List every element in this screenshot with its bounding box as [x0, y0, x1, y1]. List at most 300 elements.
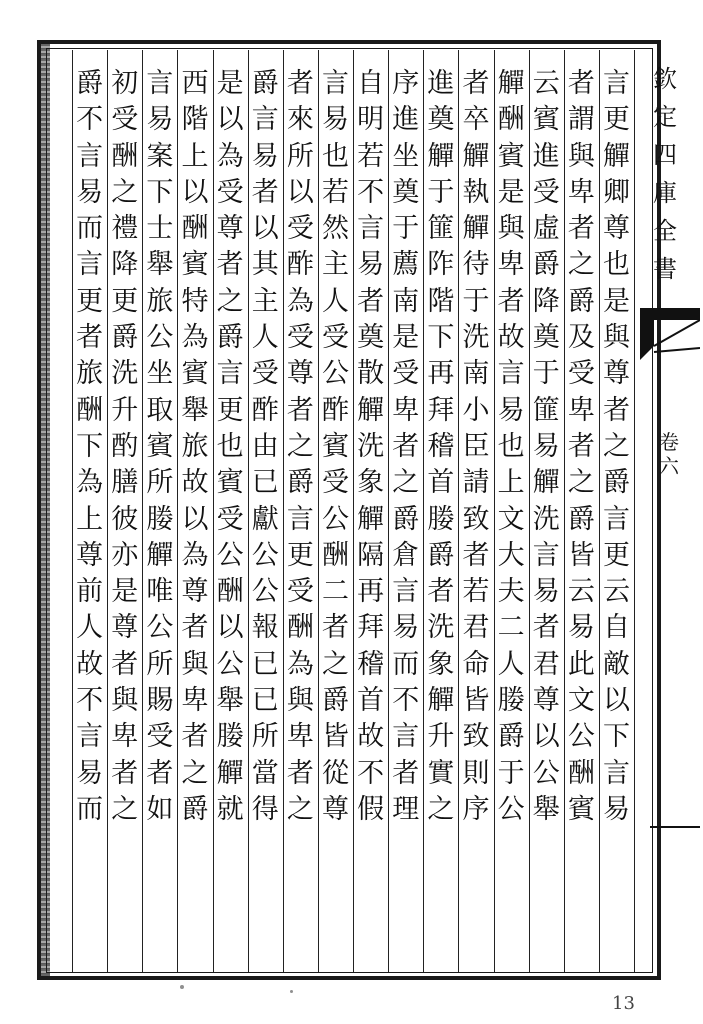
- glyph: 此: [567, 648, 595, 680]
- glyph: 爵: [286, 467, 314, 499]
- glyph: 賓: [216, 467, 244, 499]
- glyph: 云: [602, 576, 630, 608]
- glyph: 云: [567, 576, 595, 608]
- glyph: 爵: [497, 721, 525, 753]
- glyph: 是: [497, 176, 525, 208]
- glyph: 坐: [146, 358, 174, 390]
- glyph: 也: [602, 249, 630, 281]
- glyph: 易: [76, 176, 104, 208]
- glyph: 旅: [76, 358, 104, 390]
- glyph: 卷: [659, 430, 679, 454]
- glyph: 公: [216, 648, 244, 680]
- glyph: 易: [321, 104, 349, 136]
- glyph: 公: [146, 612, 174, 644]
- glyph: 故: [181, 467, 209, 499]
- glyph: 易: [497, 394, 525, 426]
- glyph: 取: [146, 394, 174, 426]
- glyph: 執: [462, 176, 490, 208]
- glyph: 易: [602, 793, 630, 825]
- glyph: 言: [602, 757, 630, 789]
- glyph: 篚: [532, 394, 560, 426]
- glyph: 尊: [602, 358, 630, 390]
- glyph: 者: [181, 721, 209, 753]
- glyph: 爵: [392, 503, 420, 535]
- glyph: 者: [462, 539, 490, 571]
- glyph: 之: [216, 285, 244, 317]
- glyph: 為: [286, 285, 314, 317]
- glyph: 言: [76, 721, 104, 753]
- glyph: 洗: [357, 430, 385, 462]
- glyph: 所: [251, 721, 279, 753]
- glyph: 及: [567, 322, 595, 354]
- glyph: 言: [357, 213, 385, 245]
- glyph: 媵: [216, 721, 244, 753]
- glyph: 賓: [321, 430, 349, 462]
- glyph: 爵: [567, 503, 595, 535]
- glyph: 尊: [76, 539, 104, 571]
- glyph: 者: [111, 648, 139, 680]
- margin-rule: [650, 826, 700, 828]
- glyph: 上: [181, 140, 209, 172]
- glyph: 公: [321, 358, 349, 390]
- glyph: 夫: [497, 576, 525, 608]
- glyph: 也: [216, 430, 244, 462]
- glyph: 者: [532, 612, 560, 644]
- glyph: 媵: [497, 685, 525, 717]
- glyph: 為: [286, 648, 314, 680]
- glyph: 于: [532, 358, 560, 390]
- glyph: 更: [602, 539, 630, 571]
- glyph: 賓: [567, 793, 595, 825]
- glyph: 謂: [567, 104, 595, 136]
- glyph: 君: [462, 612, 490, 644]
- glyph: 再: [427, 358, 455, 390]
- glyph: 以: [181, 176, 209, 208]
- glyph: 為: [181, 322, 209, 354]
- glyph: 酬: [321, 539, 349, 571]
- glyph: 上: [497, 467, 525, 499]
- glyph: 欽: [653, 65, 677, 93]
- glyph: 散: [357, 358, 385, 390]
- glyph: 受: [286, 322, 314, 354]
- glyph: 之: [602, 430, 630, 462]
- glyph: 旅: [181, 430, 209, 462]
- glyph: 全: [653, 217, 677, 245]
- glyph: 受: [392, 358, 420, 390]
- glyph: 公: [146, 322, 174, 354]
- glyph: 假: [357, 793, 385, 825]
- glyph: 于: [497, 757, 525, 789]
- glyph: 是: [111, 576, 139, 608]
- glyph: 更: [286, 539, 314, 571]
- glyph: 然: [321, 213, 349, 245]
- glyph: 酬: [497, 104, 525, 136]
- glyph: 序: [462, 793, 490, 825]
- glyph: 下: [76, 430, 104, 462]
- glyph: 人: [76, 612, 104, 644]
- glyph: 洗: [111, 358, 139, 390]
- glyph: 人: [497, 648, 525, 680]
- glyph: 致: [462, 721, 490, 753]
- glyph: 禮: [111, 213, 139, 245]
- glyph: 故: [76, 648, 104, 680]
- glyph: 下: [146, 176, 174, 208]
- glyph: 易: [392, 612, 420, 644]
- glyph: 皆: [321, 721, 349, 753]
- glyph: 再: [357, 576, 385, 608]
- glyph: 阼: [427, 249, 455, 281]
- glyph: 公: [497, 793, 525, 825]
- glyph: 不: [76, 685, 104, 717]
- glyph: 者: [181, 612, 209, 644]
- glyph: 主: [321, 249, 349, 281]
- glyph: 受: [567, 358, 595, 390]
- glyph: 人: [321, 285, 349, 317]
- glyph: 更: [76, 285, 104, 317]
- glyph: 拜: [357, 612, 385, 644]
- glyph: 于: [392, 213, 420, 245]
- glyph: 以: [216, 104, 244, 136]
- glyph: 卑: [286, 721, 314, 753]
- glyph: 洗: [532, 503, 560, 535]
- glyph: 所: [146, 648, 174, 680]
- glyph: 賜: [146, 685, 174, 717]
- glyph: 若: [462, 576, 490, 608]
- glyph: 敵: [602, 648, 630, 680]
- glyph: 來: [286, 104, 314, 136]
- glyph: 卑: [497, 249, 525, 281]
- glyph: 賓: [181, 249, 209, 281]
- glyph: 媵: [427, 503, 455, 535]
- glyph: 受: [216, 503, 244, 535]
- glyph: 案: [146, 140, 174, 172]
- glyph: 觶: [357, 503, 385, 535]
- glyph: 言: [602, 503, 630, 535]
- glyph: 下: [602, 721, 630, 753]
- glyph: 爵: [251, 68, 279, 99]
- glyph: 則: [462, 757, 490, 789]
- glyph: 為: [216, 140, 244, 172]
- glyph: 首: [427, 467, 455, 499]
- glyph: 觶: [427, 140, 455, 172]
- glyph: 降: [532, 285, 560, 317]
- glyph: 其: [251, 249, 279, 281]
- glyph: 南: [462, 358, 490, 390]
- glyph: 易: [532, 430, 560, 462]
- glyph: 前: [76, 576, 104, 608]
- glyph: 下: [427, 322, 455, 354]
- glyph: 舉: [146, 249, 174, 281]
- glyph: 公: [251, 576, 279, 608]
- glyph: 之: [392, 467, 420, 499]
- glyph: 而: [392, 648, 420, 680]
- glyph: 受: [146, 721, 174, 753]
- glyph: 當: [251, 757, 279, 789]
- glyph: 者: [286, 757, 314, 789]
- glyph: 受: [251, 358, 279, 390]
- glyph: 易: [357, 249, 385, 281]
- glyph: 而: [76, 793, 104, 825]
- glyph: 公: [251, 539, 279, 571]
- ink-speck: [180, 985, 184, 989]
- glyph: 酬: [286, 612, 314, 644]
- glyph: 觶: [427, 685, 455, 717]
- glyph: 卑: [181, 685, 209, 717]
- glyph: 士: [146, 213, 174, 245]
- glyph: 與: [286, 685, 314, 717]
- glyph: 從: [321, 757, 349, 789]
- glyph: 主: [251, 285, 279, 317]
- glyph: 言: [497, 358, 525, 390]
- glyph: 酬: [216, 576, 244, 608]
- glyph: 與: [602, 322, 630, 354]
- glyph: 西: [181, 68, 209, 99]
- glyph: 者: [286, 394, 314, 426]
- glyph: 觶: [532, 467, 560, 499]
- glyph: 是: [216, 68, 244, 99]
- glyph: 觶: [357, 394, 385, 426]
- glyph: 公: [321, 503, 349, 535]
- glyph: 以: [251, 213, 279, 245]
- glyph: 進: [427, 68, 455, 99]
- glyph: 以: [532, 721, 560, 753]
- glyph: 為: [181, 539, 209, 571]
- glyph: 庫: [653, 179, 677, 207]
- glyph: 洗: [462, 322, 490, 354]
- glyph: 序: [392, 68, 420, 99]
- glyph: 已: [251, 648, 279, 680]
- glyph: 言: [392, 576, 420, 608]
- glyph: 得: [251, 793, 279, 825]
- juan-number: [647, 430, 691, 478]
- glyph: 虛: [532, 213, 560, 245]
- glyph: 與: [181, 648, 209, 680]
- glyph: 以: [286, 176, 314, 208]
- glyph: 所: [286, 140, 314, 172]
- glyph: 更: [111, 285, 139, 317]
- glyph: 待: [462, 249, 490, 281]
- fish-tail-icon: [640, 308, 700, 368]
- glyph: 請: [462, 467, 490, 499]
- glyph: 尊: [216, 213, 244, 245]
- glyph: 升: [111, 394, 139, 426]
- glyph: 也: [497, 430, 525, 462]
- glyph: 稽: [357, 648, 385, 680]
- glyph: 象: [357, 467, 385, 499]
- glyph: 與: [497, 213, 525, 245]
- glyph: 更: [216, 394, 244, 426]
- glyph: 以: [181, 503, 209, 535]
- glyph: 之: [286, 430, 314, 462]
- glyph: 實: [427, 757, 455, 789]
- glyph: 君: [532, 648, 560, 680]
- glyph: 酬: [567, 757, 595, 789]
- glyph: 奠: [532, 322, 560, 354]
- glyph: 大: [497, 539, 525, 571]
- glyph: 南: [392, 285, 420, 317]
- glyph: 尊: [181, 576, 209, 608]
- glyph: 故: [357, 721, 385, 753]
- glyph: 爵: [216, 322, 244, 354]
- glyph: 爵: [181, 793, 209, 825]
- glyph: 明: [357, 104, 385, 136]
- glyph: 坐: [392, 140, 420, 172]
- glyph: 二: [321, 576, 349, 608]
- glyph: 于: [462, 285, 490, 317]
- glyph: 階: [427, 285, 455, 317]
- text-column: [69, 66, 111, 966]
- glyph: 卑: [567, 394, 595, 426]
- glyph: 之: [286, 793, 314, 825]
- glyph: 拜: [427, 394, 455, 426]
- glyph: 者: [567, 213, 595, 245]
- glyph: 受: [321, 322, 349, 354]
- glyph: 首: [357, 685, 385, 717]
- glyph: 與: [567, 140, 595, 172]
- glyph: 言: [321, 68, 349, 99]
- glyph: 報: [251, 612, 279, 644]
- glyph: 是: [392, 322, 420, 354]
- glyph: 爵: [532, 249, 560, 281]
- glyph: 觶: [602, 140, 630, 172]
- glyph: 爵: [567, 285, 595, 317]
- glyph: 以: [602, 685, 630, 717]
- glyph: 言: [146, 68, 174, 99]
- glyph: 受: [111, 104, 139, 136]
- glyph: 故: [497, 322, 525, 354]
- glyph: 公: [567, 721, 595, 753]
- glyph: 之: [567, 249, 595, 281]
- glyph: 受: [532, 176, 560, 208]
- glyph: 六: [659, 454, 679, 478]
- glyph: 爵: [76, 68, 104, 99]
- glyph: 二: [497, 612, 525, 644]
- glyph: 若: [321, 176, 349, 208]
- glyph: 為: [76, 467, 104, 499]
- glyph: 上: [76, 503, 104, 535]
- glyph: 酢: [286, 249, 314, 281]
- glyph: 進: [532, 140, 560, 172]
- glyph: 受: [216, 176, 244, 208]
- glyph: 者: [427, 576, 455, 608]
- glyph: 之: [321, 648, 349, 680]
- glyph: 者: [111, 757, 139, 789]
- glyph: 尊: [532, 685, 560, 717]
- glyph: 已: [251, 685, 279, 717]
- glyph: 所: [146, 467, 174, 499]
- glyph: 舉: [181, 394, 209, 426]
- glyph: 者: [497, 285, 525, 317]
- glyph: 易: [146, 104, 174, 136]
- glyph: 文: [497, 503, 525, 535]
- glyph: 受: [286, 213, 314, 245]
- glyph: 皆: [462, 685, 490, 717]
- glyph: 理: [392, 793, 420, 825]
- glyph: 言: [602, 68, 630, 99]
- glyph: 云: [532, 68, 560, 99]
- glyph: 初: [111, 68, 139, 99]
- glyph: 尊: [321, 793, 349, 825]
- glyph: 爵: [602, 467, 630, 499]
- glyph: 尊: [286, 358, 314, 390]
- glyph: 易: [76, 757, 104, 789]
- glyph: 奠: [392, 176, 420, 208]
- glyph: 彼: [111, 503, 139, 535]
- glyph: 不: [392, 685, 420, 717]
- glyph: 者: [216, 249, 244, 281]
- glyph: 亦: [111, 539, 139, 571]
- glyph: 于: [427, 176, 455, 208]
- glyph: 言: [532, 539, 560, 571]
- glyph: 象: [427, 648, 455, 680]
- glyph: 定: [653, 103, 677, 131]
- glyph: 致: [462, 503, 490, 535]
- glyph: 薦: [392, 249, 420, 281]
- glyph: 賓: [181, 358, 209, 390]
- glyph: 是: [602, 285, 630, 317]
- glyph: 之: [181, 757, 209, 789]
- glyph: 卒: [462, 104, 490, 136]
- glyph: 者: [146, 757, 174, 789]
- glyph: 若: [357, 140, 385, 172]
- glyph: 言: [286, 503, 314, 535]
- glyph: 自: [602, 612, 630, 644]
- glyph: 與: [111, 685, 139, 717]
- glyph: 爵: [111, 322, 139, 354]
- ink-speck: [290, 990, 293, 993]
- glyph: 者: [286, 68, 314, 99]
- glyph: 四: [653, 141, 677, 169]
- glyph: 卿: [602, 176, 630, 208]
- glyph: 者: [392, 430, 420, 462]
- glyph: 媵: [146, 503, 174, 535]
- glyph: 者: [357, 285, 385, 317]
- glyph: 酌: [111, 430, 139, 462]
- glyph: 膳: [111, 467, 139, 499]
- glyph: 舉: [216, 685, 244, 717]
- glyph: 賓: [146, 430, 174, 462]
- glyph: 者: [76, 322, 104, 354]
- glyph: 舉: [532, 793, 560, 825]
- glyph: 者: [567, 68, 595, 99]
- glyph: 倉: [392, 539, 420, 571]
- glyph: 酢: [321, 394, 349, 426]
- glyph: 易: [567, 612, 595, 644]
- glyph: 易: [251, 140, 279, 172]
- glyph: 酬: [181, 213, 209, 245]
- page-number: 13: [612, 993, 635, 1014]
- glyph: 奠: [427, 104, 455, 136]
- glyph: 者: [251, 176, 279, 208]
- glyph: 酬: [76, 394, 104, 426]
- glyph: 更: [602, 104, 630, 136]
- glyph: 受: [286, 576, 314, 608]
- glyph: 之: [567, 467, 595, 499]
- glyph: 人: [251, 322, 279, 354]
- glyph: 獻: [251, 503, 279, 535]
- glyph: 不: [76, 104, 104, 136]
- glyph: 之: [427, 793, 455, 825]
- glyph: 已: [251, 467, 279, 499]
- glyph: 者: [392, 757, 420, 789]
- glyph: 受: [321, 467, 349, 499]
- glyph: 唯: [146, 576, 174, 608]
- glyph: 言: [216, 358, 244, 390]
- glyph: 進: [392, 104, 420, 136]
- glyph: 卑: [392, 394, 420, 426]
- glyph: 者: [321, 612, 349, 644]
- glyph: 言: [76, 249, 104, 281]
